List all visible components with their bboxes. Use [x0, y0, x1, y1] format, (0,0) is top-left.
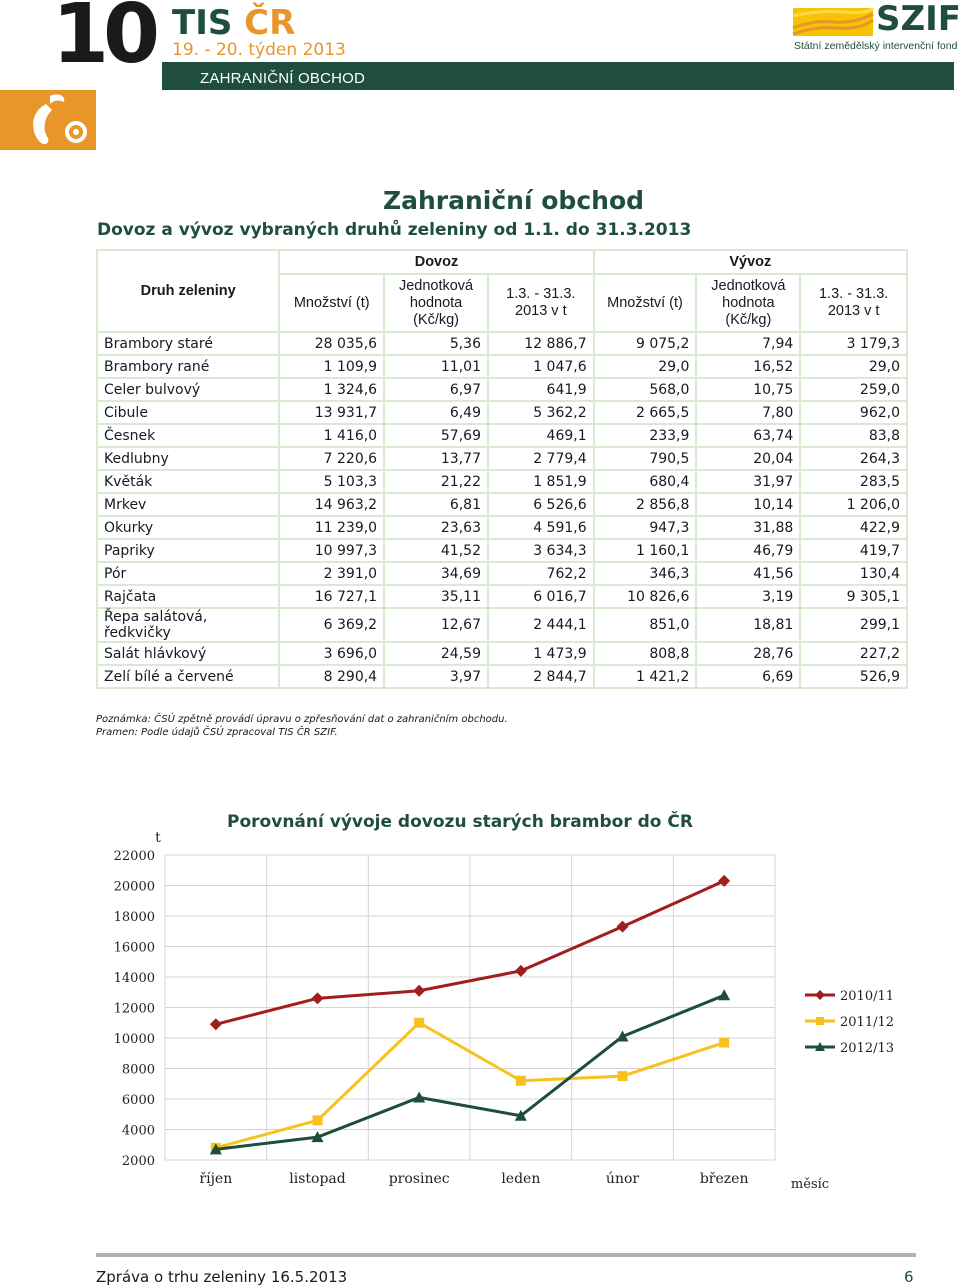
cell-export-value: 10,14 [696, 493, 800, 516]
cell-import-qty: 8 290,4 [279, 665, 384, 688]
table-row [97, 585, 907, 608]
y-tick-label: 16000 [113, 940, 155, 956]
cell-export-value: 7,94 [696, 332, 800, 355]
cell-import-qty: 3 696,0 [279, 642, 384, 665]
import-chart [90, 800, 895, 1200]
cell-export-qty: 947,3 [594, 516, 697, 539]
col-group-import: Dovoz [279, 250, 593, 274]
cell-export-value: 28,76 [696, 642, 800, 665]
cell-export-period: 83,8 [800, 424, 907, 447]
cell-vegetable: Cibule [97, 401, 279, 424]
cell-export-period: 264,3 [800, 447, 907, 470]
footer-text: Zpráva o trhu zeleniny 16.5.2013 [96, 1268, 348, 1286]
cell-import-value: 6,97 [384, 378, 488, 401]
cell-import-value: 21,22 [384, 470, 488, 493]
table-row [97, 355, 907, 378]
col-header-name: Druh zeleniny [97, 250, 279, 332]
cell-export-period: 1 206,0 [800, 493, 907, 516]
brand-title [172, 3, 296, 43]
cell-import-qty: 5 103,3 [279, 470, 384, 493]
cell-export-qty: 680,4 [594, 470, 697, 493]
cell-import-qty: 13 931,7 [279, 401, 384, 424]
y-tick-label: 4000 [121, 1123, 155, 1139]
legend-marker [816, 1017, 824, 1025]
cell-vegetable: Česnek [97, 424, 279, 447]
legend-label: 2011/12 [840, 1015, 895, 1030]
cell-vegetable: Brambory staré [97, 332, 279, 355]
cell-import-value: 5,36 [384, 332, 488, 355]
cell-vegetable: Řepa salátová, ředkvičky [97, 608, 279, 642]
cell-export-value: 7,80 [696, 401, 800, 424]
cell-import-qty: 14 963,2 [279, 493, 384, 516]
cell-export-value: 20,04 [696, 447, 800, 470]
cell-vegetable: Zelí bílé a červené [97, 665, 279, 688]
col-header-import-period: 1.3. - 31.3. 2013 v t [488, 274, 594, 332]
brand-tis: TIS [172, 3, 245, 43]
col-header-export-qty: Množství (t) [594, 274, 697, 332]
cell-export-period: 422,9 [800, 516, 907, 539]
cell-vegetable: Celer bulvový [97, 378, 279, 401]
cell-export-qty: 233,9 [594, 424, 697, 447]
data-point [618, 1071, 628, 1081]
cell-import-qty: 2 391,0 [279, 562, 384, 585]
cell-import-value: 24,59 [384, 642, 488, 665]
cell-export-qty: 2 665,5 [594, 401, 697, 424]
data-point [312, 992, 324, 1004]
cell-export-period: 130,4 [800, 562, 907, 585]
cell-export-period: 29,0 [800, 355, 907, 378]
section-bar [162, 62, 954, 90]
cell-export-value: 31,88 [696, 516, 800, 539]
cell-import-value: 23,63 [384, 516, 488, 539]
y-tick-label: 12000 [113, 1001, 155, 1017]
cell-import-qty: 1 416,0 [279, 424, 384, 447]
cell-import-value: 12,67 [384, 608, 488, 642]
legend-label: 2010/11 [840, 989, 895, 1004]
cell-import-value: 6,81 [384, 493, 488, 516]
cell-vegetable: Okurky [97, 516, 279, 539]
table-row [97, 539, 907, 562]
table-row [97, 516, 907, 539]
cell-import-period: 4 591,6 [488, 516, 594, 539]
footer-divider [96, 1253, 916, 1257]
cell-import-period: 2 844,7 [488, 665, 594, 688]
x-tick-label: prosinec [388, 1171, 450, 1187]
table-row [97, 401, 907, 424]
y-tick-label: 22000 [113, 849, 155, 864]
cell-import-qty: 28 035,6 [279, 332, 384, 355]
cell-import-period: 2 444,1 [488, 608, 594, 642]
table-row [97, 470, 907, 493]
cell-import-qty: 1 324,6 [279, 378, 384, 401]
legend-label: 2012/13 [840, 1041, 895, 1056]
cell-export-period: 227,2 [800, 642, 907, 665]
cell-import-qty: 1 109,9 [279, 355, 384, 378]
col-header-import-value: Jednotková hodnota (Kč/kg) [384, 274, 488, 332]
cell-export-qty: 790,5 [594, 447, 697, 470]
page-title: Zahraniční obchod [383, 186, 645, 215]
table-row [97, 447, 907, 470]
x-tick-label: říjen [199, 1171, 233, 1187]
cell-import-value: 57,69 [384, 424, 488, 447]
cell-export-value: 10,75 [696, 378, 800, 401]
cell-export-value: 46,79 [696, 539, 800, 562]
cell-import-value: 11,01 [384, 355, 488, 378]
szif-logo-text: SZIF [876, 0, 961, 39]
cell-export-period: 526,9 [800, 665, 907, 688]
table-row [97, 424, 907, 447]
szif-subtitle: Státní zemědělský intervenční fond [794, 40, 958, 52]
table-row [97, 562, 907, 585]
cell-export-period: 9 305,1 [800, 585, 907, 608]
cell-vegetable: Pór [97, 562, 279, 585]
cell-import-period: 12 886,7 [488, 332, 594, 355]
table-notes [96, 713, 508, 739]
cell-export-period: 283,5 [800, 470, 907, 493]
table-row [97, 642, 907, 665]
week-label: 19. - 20. týden 2013 [172, 40, 346, 60]
cell-export-qty: 346,3 [594, 562, 697, 585]
y-tick-label: 20000 [113, 879, 155, 895]
cell-import-qty: 11 239,0 [279, 516, 384, 539]
data-point [617, 921, 629, 933]
cell-import-value: 34,69 [384, 562, 488, 585]
cell-import-period: 2 779,4 [488, 447, 594, 470]
trade-table [96, 249, 908, 689]
col-header-export-value: Jednotková hodnota (Kč/kg) [696, 274, 800, 332]
cell-import-qty: 16 727,1 [279, 585, 384, 608]
cell-import-period: 762,2 [488, 562, 594, 585]
cell-export-value: 31,97 [696, 470, 800, 493]
cell-export-period: 299,1 [800, 608, 907, 642]
section-label: ZAHRANIČNÍ OBCHOD [200, 70, 366, 87]
cell-export-period: 962,0 [800, 401, 907, 424]
cell-import-value: 35,11 [384, 585, 488, 608]
table-row [97, 493, 907, 516]
data-point [515, 965, 527, 977]
x-axis-label: měsíc [790, 1177, 830, 1192]
col-header-export-period: 1.3. - 31.3. 2013 v t [800, 274, 907, 332]
cell-vegetable: Rajčata [97, 585, 279, 608]
cell-vegetable: Květák [97, 470, 279, 493]
x-tick-label: březen [699, 1171, 749, 1187]
cell-export-value: 63,74 [696, 424, 800, 447]
cell-import-value: 41,52 [384, 539, 488, 562]
data-point [718, 989, 730, 1000]
cell-export-qty: 1 421,2 [594, 665, 697, 688]
data-point [313, 1115, 323, 1125]
cell-export-qty: 1 160,1 [594, 539, 697, 562]
cell-export-period: 259,0 [800, 378, 907, 401]
cell-export-value: 3,19 [696, 585, 800, 608]
cell-import-period: 1 851,9 [488, 470, 594, 493]
table-row [97, 332, 907, 355]
y-axis-label: t [155, 830, 161, 846]
cell-export-qty: 851,0 [594, 608, 697, 642]
data-point [414, 1018, 424, 1028]
cell-vegetable: Mrkev [97, 493, 279, 516]
y-tick-label: 2000 [121, 1154, 155, 1169]
cell-import-value: 6,49 [384, 401, 488, 424]
cell-import-qty: 6 369,2 [279, 608, 384, 642]
page-number: 6 [904, 1268, 914, 1286]
cell-import-period: 6 016,7 [488, 585, 594, 608]
data-point [516, 1076, 526, 1086]
cell-export-value: 41,56 [696, 562, 800, 585]
cell-export-value: 6,69 [696, 665, 800, 688]
y-tick-label: 10000 [113, 1032, 155, 1047]
cell-export-qty: 29,0 [594, 355, 697, 378]
table-row [97, 378, 907, 401]
cell-export-qty: 568,0 [594, 378, 697, 401]
cell-export-qty: 9 075,2 [594, 332, 697, 355]
cell-vegetable: Salát hlávkový [97, 642, 279, 665]
issue-number: 10 [52, 0, 155, 82]
szif-logo-icon [793, 8, 873, 36]
cell-import-qty: 7 220,6 [279, 447, 384, 470]
note-text: Poznámka: ČSÚ zpětně provádí úpravu o zpřesňování dat o zahraničním obchodu. [96, 714, 508, 725]
cell-vegetable: Papriky [97, 539, 279, 562]
x-tick-label: únor [605, 1171, 640, 1187]
chart-title: Porovnání vývoje dovozu starých brambor do ČR [227, 812, 693, 832]
cell-import-period: 1 047,6 [488, 355, 594, 378]
cell-vegetable: Kedlubny [97, 447, 279, 470]
cell-export-value: 18,81 [696, 608, 800, 642]
table-body [97, 332, 907, 688]
cell-export-qty: 10 826,6 [594, 585, 697, 608]
source-text: Pramen: Podle údajů ČSÚ zpracoval TIS ČR SZIF. [96, 727, 338, 738]
cell-import-period: 641,9 [488, 378, 594, 401]
cell-import-period: 6 526,6 [488, 493, 594, 516]
cell-import-value: 3,97 [384, 665, 488, 688]
x-tick-label: leden [501, 1171, 541, 1187]
col-header-import-qty: Množství (t) [279, 274, 384, 332]
data-point [210, 1018, 222, 1030]
y-tick-label: 8000 [121, 1062, 155, 1078]
cell-export-qty: 2 856,8 [594, 493, 697, 516]
brand-cr: ČR [244, 3, 296, 43]
cell-import-value: 13,77 [384, 447, 488, 470]
cell-import-period: 469,1 [488, 424, 594, 447]
cell-import-period: 1 473,9 [488, 642, 594, 665]
col-group-export: Vývoz [594, 250, 907, 274]
x-tick-label: listopad [289, 1171, 346, 1187]
cell-export-period: 3 179,3 [800, 332, 907, 355]
y-tick-label: 14000 [113, 971, 155, 986]
y-tick-label: 6000 [121, 1093, 155, 1108]
cell-export-value: 16,52 [696, 355, 800, 378]
y-tick-label: 18000 [113, 910, 155, 925]
cell-import-period: 5 362,2 [488, 401, 594, 424]
cell-export-qty: 808,8 [594, 642, 697, 665]
vegetable-icon [0, 90, 96, 150]
cell-vegetable: Brambory rané [97, 355, 279, 378]
legend-marker [815, 990, 825, 1000]
data-point [719, 1038, 729, 1048]
table-row [97, 665, 907, 688]
cell-import-qty: 10 997,3 [279, 539, 384, 562]
table-title: Dovoz a vývoz vybraných druhů zeleniny od 1.1. do 31.3.2013 [97, 220, 692, 240]
table-row [97, 608, 907, 642]
cell-export-period: 419,7 [800, 539, 907, 562]
cell-import-period: 3 634,3 [488, 539, 594, 562]
data-point [413, 985, 425, 997]
